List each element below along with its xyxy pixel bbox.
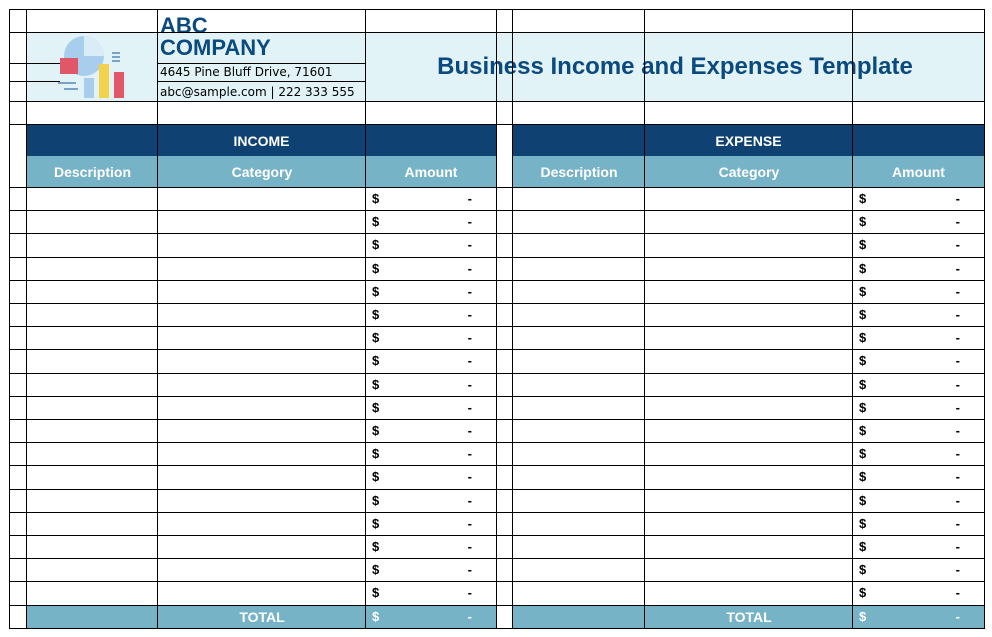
expense-col-category[interactable]: Category: [645, 156, 853, 187]
income-row-currency: $: [372, 539, 380, 554]
expense-row-currency: $: [859, 284, 867, 299]
company-contact[interactable]: abc@sample.com | 222 333 555: [160, 85, 355, 99]
income-row-amount[interactable]: -: [467, 516, 472, 531]
income-row-currency: $: [372, 516, 380, 531]
expense-total-currency: $: [859, 609, 867, 624]
income-row-currency: $: [372, 261, 380, 276]
income-heading[interactable]: INCOME: [27, 125, 496, 156]
income-total-currency: $: [372, 609, 380, 624]
expense-row-amount[interactable]: -: [955, 516, 960, 531]
expense-row-amount[interactable]: -: [955, 191, 960, 206]
expense-row-amount[interactable]: -: [955, 469, 960, 484]
expense-row-currency: $: [859, 539, 867, 554]
income-row-amount[interactable]: -: [467, 562, 472, 577]
expense-row-currency: $: [859, 261, 867, 276]
expense-row-currency: $: [859, 400, 867, 415]
company-address[interactable]: 4645 Pine Bluff Drive, 71601: [160, 65, 333, 79]
income-total-value[interactable]: -: [467, 609, 472, 624]
income-row-currency: $: [372, 237, 380, 252]
income-row-amount[interactable]: -: [467, 493, 472, 508]
income-row-currency: $: [372, 284, 380, 299]
expense-row-amount[interactable]: -: [955, 330, 960, 345]
expense-row-currency: $: [859, 423, 867, 438]
income-row-currency: $: [372, 423, 380, 438]
income-row-amount[interactable]: -: [467, 539, 472, 554]
income-row-currency: $: [372, 493, 380, 508]
income-row-currency: $: [372, 562, 380, 577]
expense-row-currency: $: [859, 191, 867, 206]
income-row-currency: $: [372, 446, 380, 461]
income-row-currency: $: [372, 330, 380, 345]
expense-row-currency: $: [859, 353, 867, 368]
expense-row-currency: $: [859, 446, 867, 461]
income-row-amount[interactable]: -: [467, 446, 472, 461]
income-row-amount[interactable]: -: [467, 237, 472, 252]
expense-row-amount[interactable]: -: [955, 423, 960, 438]
expense-row-amount[interactable]: -: [955, 214, 960, 229]
company-name-line1: ABC: [160, 15, 208, 38]
expense-row-amount[interactable]: -: [955, 353, 960, 368]
expense-row-amount[interactable]: -: [955, 539, 960, 554]
expense-row-currency: $: [859, 237, 867, 252]
income-col-category[interactable]: Category: [158, 156, 366, 187]
income-row-amount[interactable]: -: [467, 469, 472, 484]
page-title[interactable]: Business Income and Expenses Template: [437, 53, 913, 80]
income-row-currency: $: [372, 400, 380, 415]
expense-row-amount[interactable]: -: [955, 446, 960, 461]
expense-row-currency: $: [859, 469, 867, 484]
company-name-line2: COMPANY: [160, 35, 271, 60]
income-row-currency: $: [372, 585, 380, 600]
expense-row-amount[interactable]: -: [955, 585, 960, 600]
expense-row-currency: $: [859, 493, 867, 508]
expense-heading[interactable]: EXPENSE: [513, 125, 984, 156]
expense-total-label[interactable]: TOTAL: [726, 609, 772, 625]
income-row-currency: $: [372, 191, 380, 206]
expense-row-amount[interactable]: -: [955, 493, 960, 508]
company-name: [160, 15, 365, 63]
expense-row-amount[interactable]: -: [955, 284, 960, 299]
expense-row-currency: $: [859, 307, 867, 322]
income-row-amount[interactable]: -: [467, 307, 472, 322]
income-row-currency: $: [372, 353, 380, 368]
expense-col-amount[interactable]: Amount: [853, 156, 984, 187]
income-row-amount[interactable]: -: [467, 377, 472, 392]
income-row-amount[interactable]: -: [467, 261, 472, 276]
chart-logo-icon: [54, 34, 128, 100]
expense-row-amount[interactable]: -: [955, 377, 960, 392]
income-row-currency: $: [372, 469, 380, 484]
income-row-amount[interactable]: -: [467, 585, 472, 600]
expense-row-currency: $: [859, 330, 867, 345]
income-row-amount[interactable]: -: [467, 330, 472, 345]
income-total-label[interactable]: TOTAL: [239, 609, 285, 625]
expense-total-value[interactable]: -: [955, 609, 960, 624]
expense-row-amount[interactable]: -: [955, 400, 960, 415]
income-row-amount[interactable]: -: [467, 353, 472, 368]
income-row-amount[interactable]: -: [467, 191, 472, 206]
expense-row-currency: $: [859, 585, 867, 600]
expense-row-amount[interactable]: -: [955, 261, 960, 276]
income-row-amount[interactable]: -: [467, 423, 472, 438]
expense-row-currency: $: [859, 214, 867, 229]
income-row-currency: $: [372, 214, 380, 229]
income-row-currency: $: [372, 307, 380, 322]
expense-row-currency: $: [859, 516, 867, 531]
income-row-currency: $: [372, 377, 380, 392]
expense-row-currency: $: [859, 377, 867, 392]
income-row-amount[interactable]: -: [467, 284, 472, 299]
income-col-amount[interactable]: Amount: [366, 156, 496, 187]
income-row-amount[interactable]: -: [467, 214, 472, 229]
income-row-amount[interactable]: -: [467, 400, 472, 415]
expense-row-currency: $: [859, 562, 867, 577]
expense-row-amount[interactable]: -: [955, 562, 960, 577]
expense-row-amount[interactable]: -: [955, 237, 960, 252]
expense-col-description[interactable]: Description: [513, 156, 645, 187]
expense-row-amount[interactable]: -: [955, 307, 960, 322]
income-col-description[interactable]: Description: [27, 156, 158, 187]
